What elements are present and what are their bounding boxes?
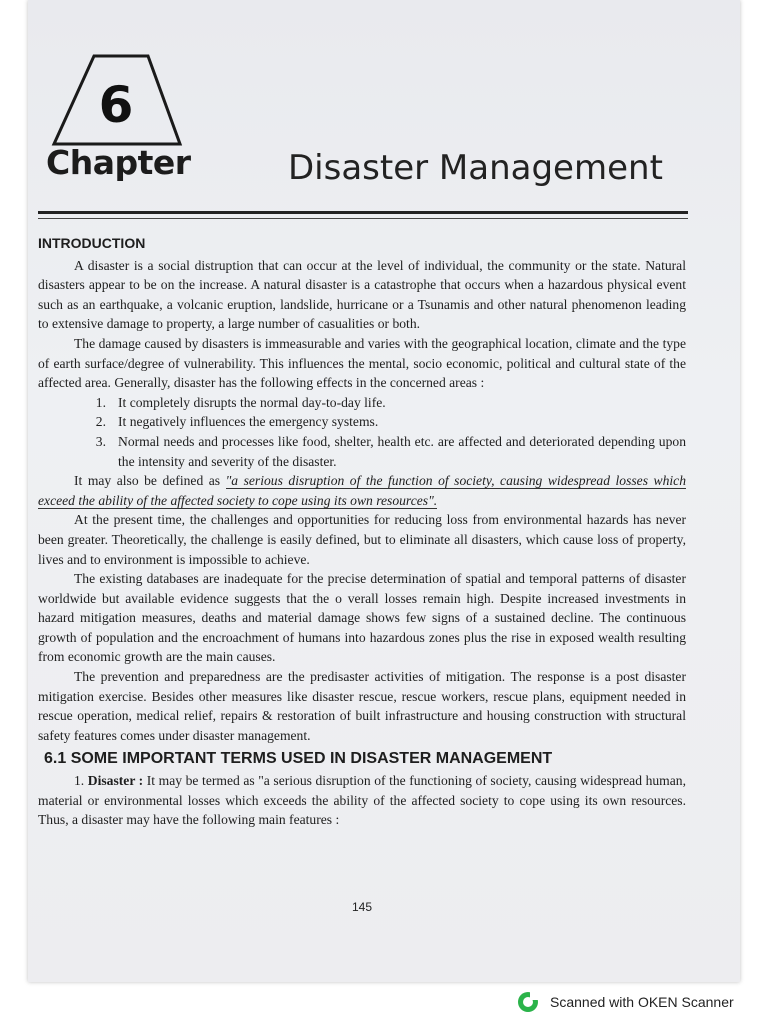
definition-lead: It may also be defined as [74, 473, 226, 489]
term-definition: It may be termed as "a serious disruption of the functioning of society, causing widespread human, material or environmental losses which exceeds the ability of the affected society to cope using its own resources. Thus, a disaster may have the following main features : [38, 773, 686, 828]
term-name: Disaster : [87, 773, 144, 789]
list-item-number: 2. [95, 414, 106, 430]
intro-heading: INTRODUCTION [38, 235, 146, 251]
intro-paragraph-4: At the present time, the challenges and opportunities for reducing loss from environmental hazards has never been greater. Theoretically, the challenge is easily defined, but to eliminate all disasters, which cause loss of property, lives and to environment is impossible to achieve. [38, 512, 686, 567]
intro-paragraph-3 [38, 471, 686, 510]
chapter-number-badge [48, 52, 188, 150]
list-item-number: 3. [95, 433, 106, 449]
list-item [38, 393, 686, 413]
intro-paragraph-6: The prevention and preparedness are the predisaster activities of mitigation. The response is a post disaster mitigation exercise. Besides other measures like disaster rescue, rescue workers, rescue plans, equipment needed in rescue operation, medical relief, repairs & restoration of built infrastructure and housing construction with structural safety features comes under disaster management. [38, 669, 686, 743]
effects-list [38, 393, 686, 471]
list-item-number: 1. [95, 394, 106, 410]
title-rule-thin [38, 218, 688, 219]
definition-quote: "a serious disruption of the function of society, causing widespread losses which exceed the ability of the affected society to cope using its own resources". [38, 473, 686, 508]
page-body [38, 234, 686, 830]
list-item-text: Normal needs and processes like food, shelter, health etc. are affected and deteriorated depending upon the intensity and severity of the disaster. [118, 433, 686, 469]
intro-paragraph-1: A disaster is a social distruption that can occur at the level of individual, the community or the state. Natural disasters appear to be on the increase. A natural disaster is a catastrophe that occurs when a hazardous physical event such as an earthquake, a volcanic eruption, landslide, hurricane or a Tsunamis and other natural phenomenon leading to extensive damage to property, a large number of casualities or both. [38, 257, 686, 332]
section-heading: 6.1 SOME IMPORTANT TERMS USED IN DISASTER MANAGEMENT [44, 750, 553, 768]
intro-paragraph-2: The damage caused by disasters is immeasurable and varies with the geographical location, climate and the type of earth surface/degree of vulnerability. This influences the mental, socio economic, political and cultural state of the affected area. Generally, disaster has the following effects in the concerned areas : [38, 335, 686, 391]
scanner-watermark [516, 990, 734, 1014]
intro-paragraph-5: The existing databases are inadequate for the precise determination of spatial and temporal patterns of disaster worldwide but available evidence suggests that the o verall losses remain high. Despite increased investments in hazard mitigation measures, deaths and material damage shows few signs of a sustained decline. The continuous growth of population and the encroachment of humans into hazardous zones plus the rise in exposed wealth resulting from economic growth are the main causes. [38, 571, 686, 665]
list-item-text: It completely disrupts the normal day-to-day life. [118, 394, 386, 410]
title-rule [38, 211, 688, 214]
chapter-title: Disaster Management [288, 148, 663, 188]
term-number: 1. [74, 773, 85, 789]
scanned-page [28, 0, 740, 982]
page-number: 145 [352, 900, 373, 914]
scanner-watermark-text: Scanned with OKEN Scanner [550, 994, 734, 1010]
oken-scanner-logo-icon [516, 990, 540, 1014]
list-item [38, 412, 686, 432]
chapter-label: Chapter [46, 143, 191, 182]
list-item [38, 432, 686, 471]
section-paragraph-1 [38, 771, 686, 830]
chapter-number: 6 [98, 76, 134, 134]
list-item-text: It negatively influences the emergency systems. [118, 414, 379, 430]
